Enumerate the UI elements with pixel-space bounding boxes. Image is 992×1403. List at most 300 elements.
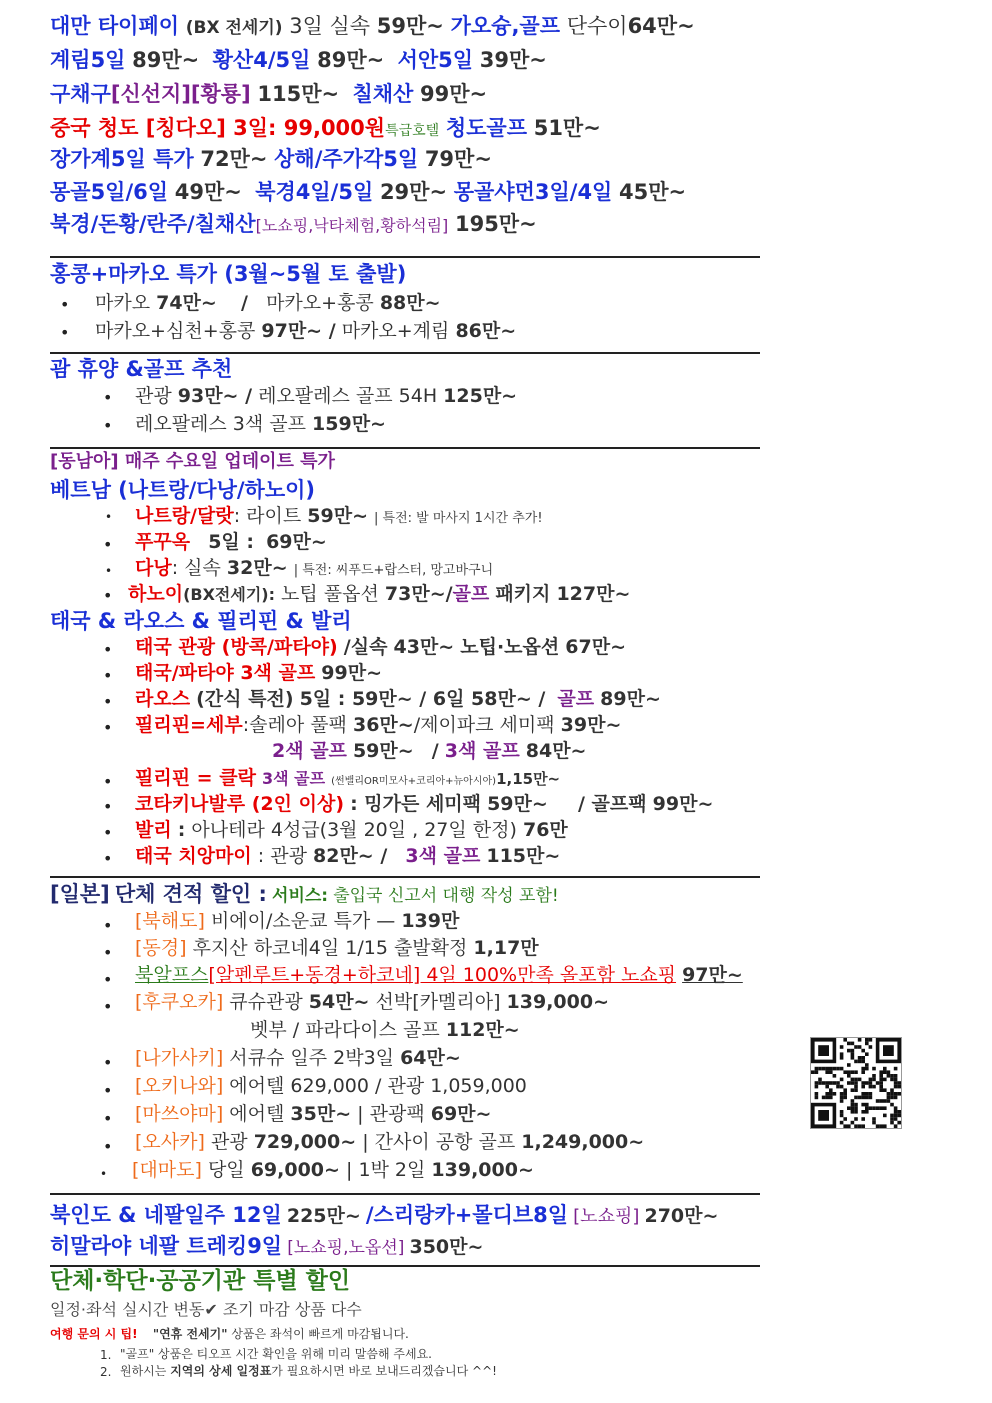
chiangmai-tour: : 관광 <box>257 845 307 867</box>
qr-module <box>847 1070 851 1074</box>
bali-price: 76만 <box>522 819 568 841</box>
bullet-icon: • <box>103 997 113 1016</box>
tip-charter: "연휴 전세기" <box>152 1327 228 1341</box>
jiuzhaigou-title: 구채구 <box>50 82 111 106</box>
beppu-golf: 벳부 / 파라다이스 골프 <box>250 1019 440 1041</box>
bullet-icon: • <box>103 1081 113 1100</box>
qr-module <box>894 1085 898 1089</box>
vn-item-2 <box>135 532 327 554</box>
qr-module <box>869 1038 873 1042</box>
qr-module <box>851 1078 855 1082</box>
qr-module <box>879 1099 883 1103</box>
qr-module <box>865 1092 869 1096</box>
sea-title: [동남아] 매주 수요일 업데이트 특가 <box>50 451 335 472</box>
qr-module <box>897 1081 901 1085</box>
laos-perk: (간식 특전) <box>196 688 294 710</box>
qingdao-hotel: 특급호텔 <box>385 123 440 139</box>
beijing-price: 29만~ <box>379 180 448 204</box>
laos-golf-price: 89만~ <box>600 688 661 710</box>
bullet-icon: • <box>60 323 70 342</box>
vn-danang: 다낭 <box>135 557 172 579</box>
kk-price: 59만~ <box>487 793 548 815</box>
qr-module <box>894 1074 898 1078</box>
qr-module <box>843 1038 847 1042</box>
cebu-solea: :솔레아 풀팩 <box>242 714 347 736</box>
qr-module <box>876 1124 880 1128</box>
taiwan-danshui-price: 64만~ <box>627 14 695 38</box>
jp-item-7 <box>135 1104 491 1126</box>
kk-golf: / 골프팩 <box>577 793 647 815</box>
vn-danang-perk: | 특전: 씨푸드+랍스터, 망고바구니 <box>293 563 494 578</box>
th-item-7 <box>135 820 568 842</box>
qr-module <box>818 1110 829 1121</box>
qr-module <box>858 1096 862 1100</box>
mongolia-shaman-title: 몽골샤먼3일/4일 <box>453 180 613 204</box>
bullet-icon: • <box>60 295 70 314</box>
qr-module <box>897 1121 901 1125</box>
qr-module <box>858 1078 862 1082</box>
jiuzhaigou-tag: [신선지][황룡] <box>110 82 251 106</box>
taiwan-danshui: 단수이 <box>566 14 628 38</box>
vn-phuquoc-price: 69만~ <box>266 531 327 553</box>
tsushima-tag: [대마도] <box>132 1159 202 1181</box>
qr-module <box>822 1067 826 1071</box>
hokkaido-price: 139만 <box>401 910 460 932</box>
note-2-number: 2. <box>100 1365 112 1379</box>
line-dunhuang <box>50 212 537 236</box>
qr-module <box>861 1103 865 1107</box>
qr-module <box>890 1117 894 1121</box>
qr-module <box>833 1081 837 1085</box>
nepal-tag: [노쇼핑,노옵션] <box>287 1238 405 1258</box>
guilin-price: 89만~ <box>132 48 200 72</box>
taiwan-plan: 3일 실속 <box>289 14 371 38</box>
bullet-icon: • <box>103 692 113 711</box>
fukuoka-ship-price: 139,000~ <box>506 991 609 1013</box>
qr-module <box>829 1067 833 1071</box>
nepal-price: 350만~ <box>409 1236 484 1258</box>
bullet-icon: • <box>103 772 113 791</box>
bullet-icon: • <box>103 586 113 605</box>
bullet-icon: • <box>103 797 113 816</box>
line-mongolia <box>50 180 686 204</box>
qr-module <box>897 1085 901 1089</box>
matsuyama-tour-price: 69만~ <box>430 1103 492 1125</box>
hk-guilin: 마카오+계림 <box>341 320 450 342</box>
guam-3golf-price: 159만~ <box>312 413 386 435</box>
qr-module <box>840 1110 844 1114</box>
dunhuang-price: 195만~ <box>454 212 537 236</box>
qr-module <box>865 1038 869 1042</box>
zhangjiajie-title: 장가계5일 특가 <box>50 147 194 171</box>
hk-guilin-price: 86만~ <box>455 320 517 342</box>
qr-module <box>847 1124 851 1128</box>
note-1: "골프" 상품은 티오프 시간 확인을 위해 미리 말씀해 주세요. <box>120 1347 432 1361</box>
qr-module <box>847 1074 851 1078</box>
th-title: 태국 & 라오스 & 필리핀 & 발리 <box>50 609 352 633</box>
th-bangkok-notip-price: 67만~ <box>565 636 627 658</box>
qr-module <box>811 1070 815 1074</box>
qr-module <box>851 1070 855 1074</box>
jp-item-1 <box>135 911 459 933</box>
qr-module <box>876 1106 880 1110</box>
bullet-icon: • <box>103 388 113 407</box>
qr-module <box>854 1081 858 1085</box>
guam-tour: 관광 <box>135 385 172 407</box>
jp-item-9 <box>132 1160 534 1182</box>
th-item-3 <box>135 689 661 711</box>
okinawa-plan: 에어텔 629,000 / 관광 1,059,000 <box>229 1075 527 1097</box>
bullet-icon: • <box>103 849 113 868</box>
jiuzhaigou-price: 115만~ <box>257 82 340 106</box>
laos-price: 5일 : 59만~ / 6일 58만~ / <box>299 688 546 710</box>
qr-module <box>840 1056 844 1060</box>
qr-module <box>840 1067 844 1071</box>
cebu-jpark-price: 39만~ <box>560 714 622 736</box>
bullet-icon: • <box>103 970 113 989</box>
line-jiuzhaigou <box>50 82 487 106</box>
vn-title: 베트남 (나트랑/다낭/하노이) <box>50 478 315 502</box>
note-2-c: 가 필요하시면 바로 보내드리겠습니다 ^^! <box>271 1364 497 1378</box>
taiwan-charter: (BX 전세기) <box>185 18 283 38</box>
divider <box>50 447 760 449</box>
india-line-1 <box>50 1203 718 1228</box>
qr-module <box>861 1067 865 1071</box>
qr-module <box>861 1049 865 1053</box>
tokyo-plan: 후지산 하코네4일 1/15 출발확정 <box>192 937 468 959</box>
qr-module <box>840 1121 844 1125</box>
qicaishan-price: 99만~ <box>420 82 488 106</box>
matsuyama-tag: [마쓰야마] <box>135 1103 224 1125</box>
qr-module <box>883 1124 887 1128</box>
mongolia-price: 49만~ <box>174 180 242 204</box>
dunhuang-title: 북경/돈황/란주/칠채산 <box>50 212 256 236</box>
qr-module <box>825 1092 829 1096</box>
qingdao-golf: 청도골프 <box>445 116 528 140</box>
qr-module <box>840 1096 844 1100</box>
footer-tip <box>50 1328 409 1342</box>
vn-hanoi-price: 73만~/ <box>384 583 453 605</box>
qr-module <box>869 1081 873 1085</box>
qr-module <box>890 1078 894 1082</box>
th-item-5 <box>135 768 560 790</box>
qr-module <box>897 1110 901 1114</box>
bali-colon: : <box>177 819 186 841</box>
qr-module <box>883 1114 887 1118</box>
qr-module <box>851 1081 855 1085</box>
qr-module <box>840 1114 844 1118</box>
cebu-3golf-price: 84만~ <box>525 740 587 762</box>
qr-module <box>854 1078 858 1082</box>
hk-macau-hk-price: 88만~ <box>379 292 441 314</box>
qr-module <box>861 1092 865 1096</box>
qr-module <box>894 1096 898 1100</box>
qr-module <box>815 1081 819 1085</box>
qr-module <box>869 1078 873 1082</box>
hk-item-1 <box>95 293 441 315</box>
osaka-tour-price: 729,000~ <box>253 1131 357 1153</box>
qr-module <box>872 1074 876 1078</box>
shanghai-title: 상해/주가각5일 <box>274 147 419 171</box>
qr-module <box>854 1070 858 1074</box>
bullet-icon: • <box>103 640 113 659</box>
india-title: 북인도 & 네팔일주 12일 <box>50 1203 282 1227</box>
mongolia-shaman-price: 45만~ <box>619 180 687 204</box>
qr-module <box>818 1045 829 1056</box>
vn-danang-plan: : 실속 <box>171 557 221 579</box>
hk-shenzhen-price: 97만~ / <box>261 320 336 342</box>
cebu-jpark: /제이파크 세미팩 <box>413 714 555 736</box>
vn-hanoi: 하노이 <box>128 583 184 605</box>
note-2-a: 원하시는 <box>120 1364 167 1378</box>
dunhuang-tag: [노쇼핑,낙타체험,황하석림] <box>255 216 449 235</box>
tokyo-price: 1,17만 <box>473 937 539 959</box>
qr-module <box>818 1078 822 1082</box>
qr-module <box>869 1085 873 1089</box>
qr-module <box>854 1060 858 1064</box>
jp-tag: [일본] <box>50 882 110 906</box>
qr-module <box>872 1085 876 1089</box>
qr-module <box>865 1106 869 1110</box>
jp-item-2 <box>135 938 539 960</box>
qr-module <box>829 1088 833 1092</box>
th-item-4 <box>135 715 621 737</box>
qr-module <box>865 1042 869 1046</box>
jp-item-4 <box>135 992 609 1014</box>
tsushima-day: 당일 <box>207 1159 245 1181</box>
qr-module <box>836 1085 840 1089</box>
guam-golf: 레오팔레스 골프 54H <box>258 385 438 407</box>
qr-module <box>894 1067 898 1071</box>
jp-title <box>50 882 559 907</box>
th-bangkok-price: 43만~ <box>393 636 455 658</box>
qr-module <box>897 1092 901 1096</box>
osaka-tag: [오사카] <box>135 1131 205 1153</box>
qr-module <box>887 1099 891 1103</box>
qr-module <box>829 1096 833 1100</box>
qr-module <box>840 1099 844 1103</box>
matsuyama-airtel-price: 35만~ <box>290 1103 352 1125</box>
qr-module <box>894 1114 898 1118</box>
qr-module <box>815 1096 819 1100</box>
qr-module <box>822 1081 826 1085</box>
qr-module <box>833 1092 837 1096</box>
qr-module <box>894 1124 898 1128</box>
bullet-icon: • <box>103 916 113 935</box>
qr-module <box>843 1092 847 1096</box>
qr-module <box>879 1074 883 1078</box>
qr-module <box>843 1117 847 1121</box>
cebu-3golf: 3색 골프 <box>444 740 520 762</box>
guam-golf-price: 125만~ <box>443 385 518 407</box>
qr-module <box>879 1106 883 1110</box>
qr-module <box>847 1106 851 1110</box>
taiwan-golf: 가오슝,골프 <box>450 14 561 38</box>
hk-title: 홍콩+마카오 특가 (3월~5월 토 출발) <box>50 262 407 286</box>
qr-module <box>847 1063 851 1067</box>
zhangjiajie-price: 72만~ <box>200 147 268 171</box>
hk-item-2 <box>95 321 516 343</box>
qr-module <box>825 1070 829 1074</box>
hk-macau-hk: 마카오+홍콩 <box>266 292 374 314</box>
qr-module <box>833 1067 837 1071</box>
qr-module <box>890 1114 894 1118</box>
qr-module <box>854 1103 858 1107</box>
qr-module <box>897 1114 901 1118</box>
qr-module <box>879 1124 883 1128</box>
qr-module <box>865 1110 869 1114</box>
qr-module <box>890 1092 894 1096</box>
tip-label: 여행 문의 시 팁! <box>50 1327 138 1341</box>
xian-price: 39만~ <box>479 48 547 72</box>
clark-price: 1,15만~ <box>496 770 561 788</box>
cebu-golf <box>272 741 586 763</box>
qr-code-icon[interactable] <box>810 1037 902 1129</box>
shanghai-price: 79만~ <box>424 147 492 171</box>
mongolia-title: 몽골5일/6일 <box>50 180 169 204</box>
vn-phuquoc: 푸꾸옥 <box>135 531 191 553</box>
srilanka-title: /스리랑카+몰디브8일 <box>365 1203 569 1227</box>
qr-module <box>851 1052 855 1056</box>
india-line-2 <box>50 1234 483 1259</box>
qr-module <box>829 1070 833 1074</box>
beijing-title: 북경4일/5일 <box>255 180 374 204</box>
qr-module <box>865 1081 869 1085</box>
qr-module <box>872 1067 876 1071</box>
jp-item-5 <box>135 1048 461 1070</box>
hk-macau-price: 74만~ <box>156 292 217 314</box>
okinawa-tag: [오키나와] <box>135 1075 224 1097</box>
srilanka-tag: [노쇼핑] <box>573 1206 640 1227</box>
th-item-8 <box>135 846 560 868</box>
vn-nhatrang-perk: | 특전: 발 마사지 1시간 추가! <box>374 511 543 526</box>
qr-module <box>872 1078 876 1082</box>
fukuoka-ship: 선박[카멜리아] <box>375 991 501 1013</box>
qr-module <box>894 1078 898 1082</box>
guam-title: 괌 휴양 &골프 추천 <box>50 357 233 381</box>
alps-price: 97만~ <box>682 964 743 986</box>
th-pattaya-golf: 태국/파타야 3색 골프 <box>135 662 316 684</box>
guam-item-2 <box>135 414 386 436</box>
qr-module <box>836 1067 840 1071</box>
vn-nhatrang: 나트랑/달랏 <box>135 505 234 527</box>
taiwan-price: 59만~ <box>376 14 444 38</box>
qr-module <box>879 1070 883 1074</box>
qr-module <box>825 1085 829 1089</box>
qr-module <box>818 1067 822 1071</box>
qr-module <box>894 1117 898 1121</box>
bullet-icon: • <box>103 1053 113 1072</box>
line-taiwan <box>50 14 695 39</box>
clark-courses: (썬밸리OR미모사+코리아+뉴아시아) <box>331 776 497 787</box>
qr-module <box>883 1045 894 1056</box>
chiangmai-title: 태국 치앙마이 <box>135 845 252 867</box>
qr-module <box>833 1074 837 1078</box>
qr-module <box>815 1070 819 1074</box>
kk-golf-price: 99만~ <box>652 793 714 815</box>
bullet-icon: • <box>103 943 113 962</box>
hokkaido-plan: 비에이/소운쿄 특가 — <box>210 910 396 932</box>
nagasaki-price: 64만~ <box>400 1047 461 1069</box>
qr-module <box>851 1110 855 1114</box>
beppu-line <box>250 1020 520 1042</box>
qr-module <box>825 1067 829 1071</box>
fukuoka-tour: 큐슈관광 <box>229 991 303 1013</box>
alps-title: 북알프스 <box>135 964 209 986</box>
qr-module <box>872 1121 876 1125</box>
qr-module <box>840 1052 844 1056</box>
qr-module <box>879 1081 883 1085</box>
qr-module <box>876 1081 880 1085</box>
qr-module <box>865 1052 869 1056</box>
vn-hanoi-golf: 골프 <box>452 583 490 605</box>
qr-module <box>894 1110 898 1114</box>
qr-module <box>879 1085 883 1089</box>
chiangmai-price: 82만~ / <box>313 845 388 867</box>
guam-3golf: 레오팔레스 3색 골프 <box>135 413 306 435</box>
footer-subtitle: 일정·좌석 실시간 변동✔ 조기 마감 상품 다수 <box>50 1300 362 1319</box>
qr-module <box>854 1088 858 1092</box>
hk-macau: 마카오 <box>95 292 151 314</box>
bullet-icon: • <box>103 416 113 435</box>
footer-title: 단체·학단·공공기관 특별 할인 <box>50 1268 351 1294</box>
qr-module <box>843 1070 847 1074</box>
th-item-1 <box>135 637 626 659</box>
guam-tour-price: 93만~ / <box>177 385 253 407</box>
chiangmai-golf-price: 115만~ <box>486 845 561 867</box>
huangshan-title: 황산4/5일 <box>212 48 311 72</box>
qr-module <box>887 1070 891 1074</box>
line-guilin <box>50 48 547 72</box>
qr-module <box>854 1124 858 1128</box>
qr-module <box>829 1081 833 1085</box>
jp-item-8 <box>135 1132 644 1154</box>
jp-item-3 <box>135 965 743 987</box>
qr-module <box>825 1096 829 1100</box>
qr-module <box>869 1096 873 1100</box>
qr-module <box>861 1124 865 1128</box>
chiangmai-golf: 3색 골프 <box>405 845 481 867</box>
huangshan-price: 89만~ <box>317 48 385 72</box>
clark-golf: 3색 골프 <box>261 769 326 788</box>
clark-title: 필리핀 = 클락 <box>135 767 256 789</box>
divider <box>50 876 760 878</box>
note-1-number: 1. <box>100 1348 112 1362</box>
qr-module <box>858 1124 862 1128</box>
qr-module <box>840 1078 844 1082</box>
qr-module <box>861 1096 865 1100</box>
qr-module <box>890 1088 894 1092</box>
qingdao-title: 중국 청도 [칭다오] 3일: 99,000원 <box>50 116 386 140</box>
vn-hanoi-package: 패키지 <box>495 583 551 605</box>
osaka-tour: 관광 <box>210 1131 248 1153</box>
qr-module <box>851 1088 855 1092</box>
qr-module <box>861 1070 865 1074</box>
qr-module <box>851 1099 855 1103</box>
alps-plan: [알펜루트+동경+하코네] 4일 100%만족 올포함 노쇼핑 <box>208 964 677 986</box>
tsushima-day-price: 69,000~ <box>250 1159 340 1181</box>
qr-module <box>861 1110 865 1114</box>
qr-module <box>883 1106 887 1110</box>
laos-title: 라오스 <box>135 688 191 710</box>
qr-module <box>890 1121 894 1125</box>
qr-module <box>879 1078 883 1082</box>
qr-module <box>883 1088 887 1092</box>
vn-item-4 <box>128 584 630 606</box>
qr-module <box>815 1092 819 1096</box>
qr-module <box>894 1092 898 1096</box>
nagasaki-plan: 서큐슈 일주 2박3일 <box>229 1047 395 1069</box>
